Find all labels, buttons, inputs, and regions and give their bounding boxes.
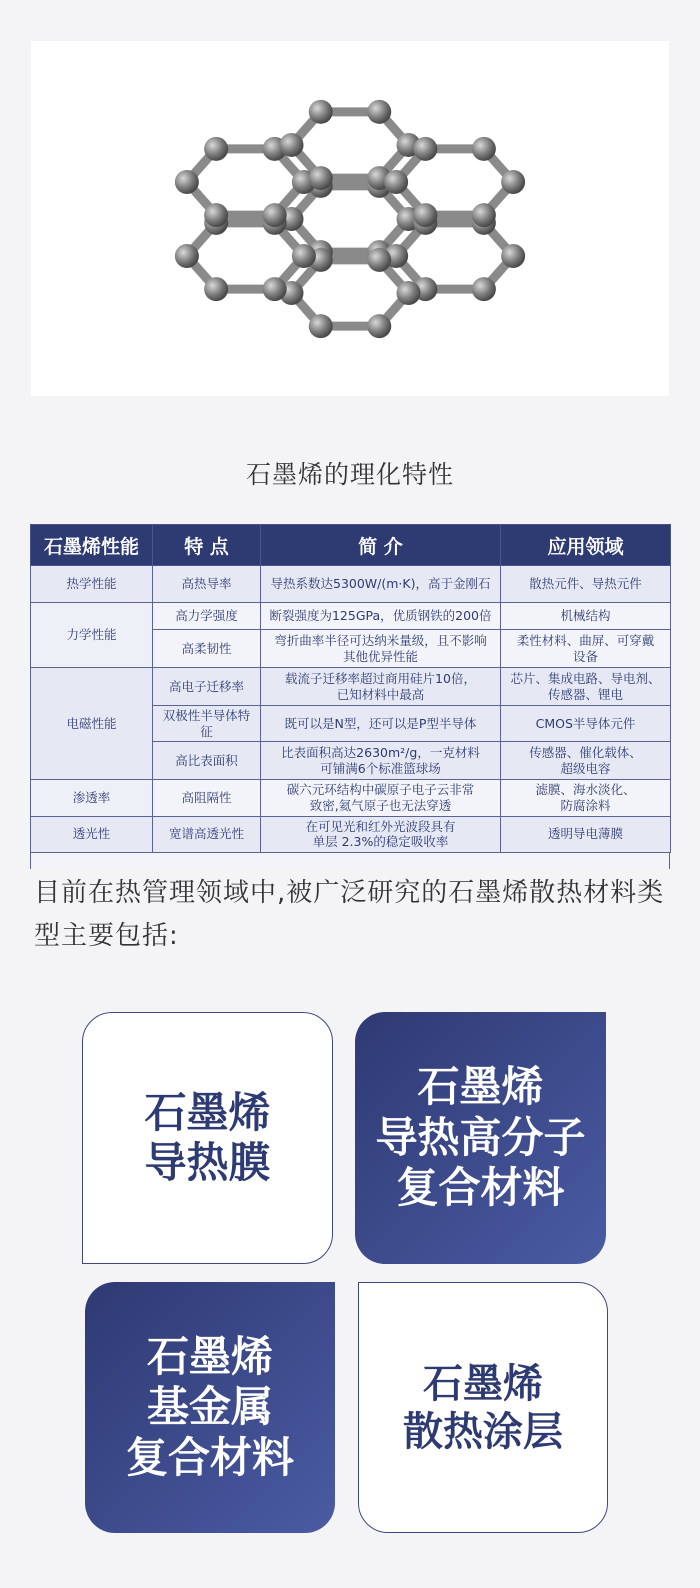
table-row — [31, 780, 671, 816]
atom — [367, 314, 391, 338]
atom — [397, 281, 421, 305]
application-cell: CMOS半导体元件 — [501, 706, 671, 742]
description-cell: 碳六元环结构中碳原子电子云非常 致密,氦气原子也无法穿透 — [261, 780, 501, 816]
feature-cell: 宽谱高透光性 — [153, 816, 261, 852]
atom — [367, 248, 391, 272]
atom — [309, 100, 333, 124]
molecule-bonds — [187, 112, 513, 326]
description-cell: 断裂强度为125GPa，优质钢铁的200倍 — [261, 603, 501, 630]
atom — [292, 244, 316, 268]
description-cell: 弯折曲率半径可达纳米量级，且不影响 其他优异性能 — [261, 630, 501, 668]
description-cell: 在可见光和红外光波段具有 单层 2.3%的稳定吸收率 — [261, 816, 501, 852]
atom — [309, 166, 333, 190]
feature-cell: 双极性半导体特征 — [153, 706, 261, 742]
column-header: 简 介 — [261, 525, 501, 566]
application-cell: 芯片、集成电路、导电剂、 传感器、锂电 — [501, 668, 671, 706]
column-header: 应用领域 — [501, 525, 671, 566]
table-row — [31, 816, 671, 852]
description-cell: 载流子迁移率超过商用硅片10倍， 已知材料中最高 — [261, 668, 501, 706]
column-header: 特 点 — [153, 525, 261, 566]
card-graphene-polymer-composite: 石墨烯 导热高分子 复合材料 — [355, 1012, 606, 1264]
description-cell: 比表面积高达2630m²/g，一克材料 可铺满6个标准篮球场 — [261, 742, 501, 780]
atom — [384, 170, 408, 194]
feature-cell: 高阻隔性 — [153, 780, 261, 816]
property-group: 透光性 — [31, 816, 153, 852]
atom — [501, 170, 525, 194]
atom — [280, 133, 304, 157]
atom — [204, 203, 228, 227]
atom — [472, 277, 496, 301]
feature-cell: 高热导率 — [153, 566, 261, 603]
atom — [472, 137, 496, 161]
table-footer — [30, 853, 670, 869]
atom — [263, 203, 287, 227]
atom — [204, 277, 228, 301]
card-graphene-metal-composite: 石墨烯 基金属 复合材料 — [85, 1282, 335, 1533]
property-group: 电磁性能 — [31, 668, 153, 780]
atom — [175, 170, 199, 194]
application-cell: 柔性材料、曲屏、可穿戴 设备 — [501, 630, 671, 668]
graphene-molecule-icon — [31, 41, 669, 396]
application-cell: 传感器、催化载体、 超级电容 — [501, 742, 671, 780]
table-row — [31, 668, 671, 706]
property-group: 渗透率 — [31, 780, 153, 816]
atom — [367, 100, 391, 124]
atom — [263, 277, 287, 301]
card-graphene-coating: 石墨烯 散热涂层 — [358, 1282, 608, 1533]
column-header: 石墨烯性能 — [31, 525, 153, 566]
card-graphene-thermal-film: 石墨烯 导热膜 — [82, 1012, 333, 1264]
table-header-row — [31, 525, 671, 566]
feature-cell: 高比表面积 — [153, 742, 261, 780]
atom — [175, 244, 199, 268]
feature-cell: 高柔韧性 — [153, 630, 261, 668]
application-cell: 机械结构 — [501, 603, 671, 630]
molecule-atoms — [175, 100, 525, 338]
figure-caption: 石墨烯的理化特性 — [245, 460, 454, 489]
property-group: 热学性能 — [31, 566, 153, 603]
atom — [413, 203, 437, 227]
properties-table — [30, 524, 670, 869]
application-cell: 滤膜、海水淡化、 防腐涂料 — [501, 780, 671, 816]
table-row — [31, 566, 671, 603]
application-cell: 散热元件、导热元件 — [501, 566, 671, 603]
feature-cell: 高电子迁移率 — [153, 668, 261, 706]
atom — [413, 137, 437, 161]
feature-cell: 高力学强度 — [153, 603, 261, 630]
description-cell: 导热系数达5300W/(m·K)，高于金刚石 — [261, 566, 501, 603]
table-row — [31, 603, 671, 630]
intro-paragraph: 目前在热管理领域中,被广泛研究的石墨烯散热材料类型主要包括: — [34, 878, 665, 951]
description-cell: 既可以是N型，还可以是P型半导体 — [261, 706, 501, 742]
atom — [309, 314, 333, 338]
property-group: 力学性能 — [31, 603, 153, 668]
atom — [204, 137, 228, 161]
atom — [501, 244, 525, 268]
application-cell: 透明导电薄膜 — [501, 816, 671, 852]
graphene-molecule-figure — [31, 41, 669, 396]
atom — [472, 203, 496, 227]
